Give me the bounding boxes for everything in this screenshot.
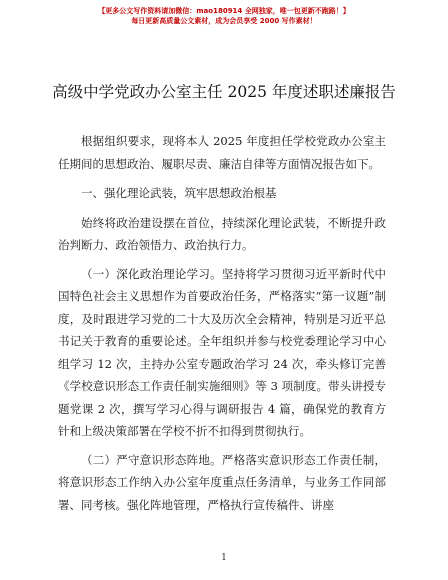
section-heading: 一、强化理论武装，筑牢思想政治根基: [81, 186, 277, 200]
body-paragraph: （二）严守意识形态阵地。严格落实意识形态工作责任制，将意识形态工作纳入办公室年度重点任务清单，与业务工作同部署、同考核。强化阵地管理，严格执行宣传稿件、讲座: [58, 452, 386, 512]
promo-banner-line-2: 每日更新高质量公文素材，成为会员享受 2000 写作素材！: [131, 17, 317, 25]
document-body: [58, 130, 386, 516]
body-paragraph: 始终将政治建设摆在首位，持续深化理论武装，不断提升政治判断力、政治领悟力、政治执行力。: [58, 215, 386, 252]
intro-paragraph: 根据组织要求，现将本人 2025 年度担任学校党政办公室主任期间的思想政治、履职尽责、廉洁自律等方面情况报告如下。: [58, 134, 386, 171]
page-number: 1: [221, 553, 227, 563]
promo-banner: [0, 6, 448, 26]
document-title: 高级中学党政办公室主任 2025 年度述职述廉报告: [52, 83, 396, 101]
promo-banner-line-1: 【更多公文写作资料请加微信：mao180914 全网独家，唯一包更新不跑路！】: [98, 7, 350, 15]
body-paragraph: （一）深化政治理论学习。坚持将学习贯彻习近平新时代中国特色社会主义思想作为首要政治任务，严格落实“第一议题”制度，及时跟进学习党的二十大及历次全会精神，特别是习近平总书记关于教育的重要论述。全年组织并参与校党委理论学习中心组学习 12 次，主持办公室专题政治学习 24 次，牵头修订完善《学校意识形态工作责任制实施细则》等 3 项制度。带头讲授专题党课 2 次，撰写学习心得与调研报告 4 篇，确保党的教育方针和上级决策部署在学校不折不扣得到贯彻执行。: [58, 266, 386, 438]
